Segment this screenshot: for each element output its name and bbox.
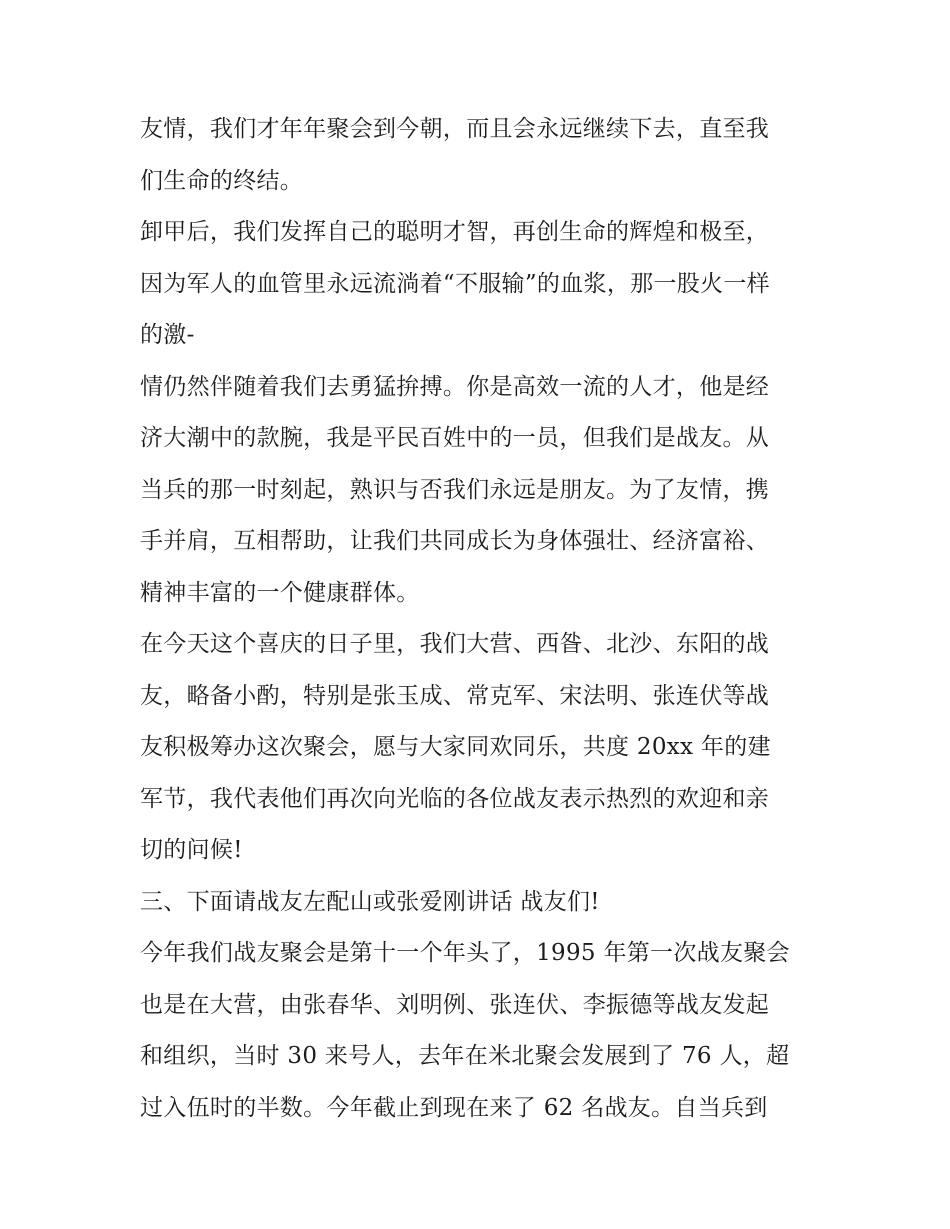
text-line: 过入伍时的半数。今年截止到现在来了 62 名战友。自当兵到 <box>140 1094 768 1121</box>
text-line: 友，略备小酌，特别是张玉成、常克军、宋法明、张连伏等战 <box>140 682 770 709</box>
text-line: 友积极筹办这次聚会，愿与大家同欢同乐，共度 20xx 年的建 <box>140 734 771 760</box>
text-line: 和组织，当时 30 来号人，去年在米北聚会发展到了 76 人，超 <box>140 1043 790 1069</box>
text-line: 卸甲后，我们发挥自己的聪明才智，再创生命的辉煌和极至， <box>140 219 770 245</box>
text-line: 军节，我代表他们再次向光临的各位战友表示热烈的欢迎和亲 <box>140 785 770 812</box>
text-line: 情仍然伴随着我们去勇猛拚搏。你是高效一流的人才，他是经 <box>140 373 770 400</box>
text-line: 在今天这个喜庆的日子里，我们大营、西昝、北沙、东阳的战 <box>140 631 770 657</box>
text-line: 因为军人的血管里永远流淌着“不服输”的血浆，那一股火一样 <box>140 270 770 297</box>
text-line: 的激- <box>140 322 195 348</box>
text-line: 三、下面请战友左配山或张爱刚讲话 战友们! <box>140 888 600 915</box>
text-line: 也是在大营，由张春华、刘明例、张连伏、李振德等战友发起 <box>140 991 770 1018</box>
text-line: 当兵的那一时刻起，熟识与否我们永远是朋友。为了友情，携 <box>140 476 770 503</box>
text-line: 精神丰富的一个健康群体。 <box>140 579 420 606</box>
text-line: 济大潮中的款腕，我是平民百姓中的一员，但我们是战友。从 <box>140 425 770 451</box>
text-line: 手并肩，互相帮助，让我们共同成长为身体强壮、经济富裕、 <box>140 528 770 554</box>
text-line: 今年我们战友聚会是第十一个年头了，1995 年第一次战友聚会 <box>140 940 790 966</box>
text-line: 友情，我们才年年聚会到今朝，而且会永远继续下去，直至我 <box>140 116 770 142</box>
text-line: 们生命的终结。 <box>140 167 304 194</box>
text-line: 切的问候! <box>140 837 243 863</box>
document-body <box>140 104 820 1134</box>
